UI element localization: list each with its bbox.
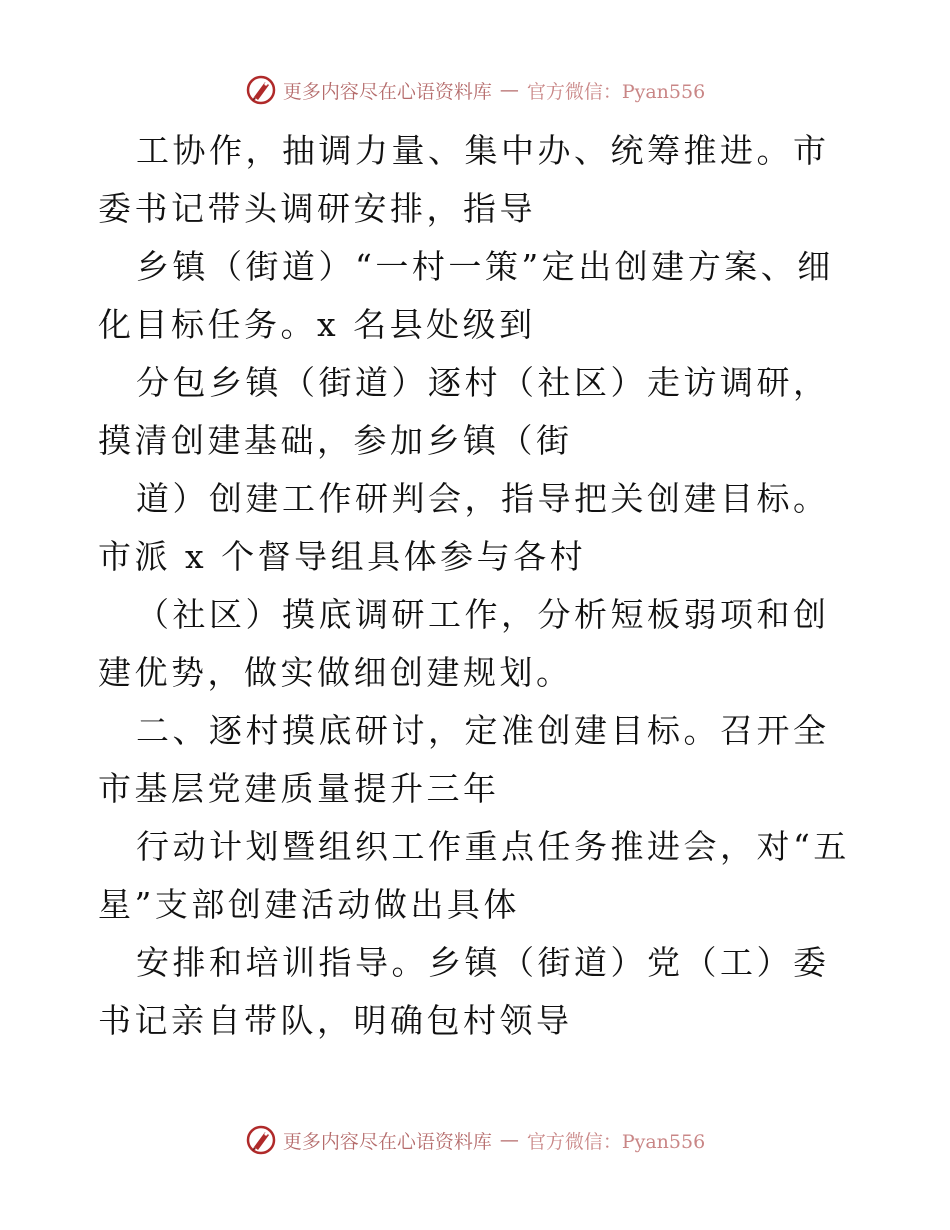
paragraph-5: （社区）摸底调研工作，分析短板弱项和创建优势，做实做细创建规划。 bbox=[98, 595, 830, 692]
paragraph-6: 二、逐村摸底研讨，定准创建目标。召开全市基层党建质量提升三年 bbox=[98, 711, 830, 808]
header-banner bbox=[0, 70, 950, 110]
paragraph-1: 工协作，抽调力量、集中办、统筹推进。市委书记带头调研安排，指导 bbox=[98, 131, 830, 228]
paragraph-3: 分包乡镇（街道）逐村（社区）走访调研，摸清创建基础，参加乡镇（街 bbox=[98, 363, 830, 460]
footer-dash: — bbox=[499, 1129, 519, 1151]
paragraph-8: 安排和培训指导。乡镇（街道）党（工）委书记亲自带队，明确包村领导 bbox=[98, 943, 830, 1040]
header-wechat: 官方微信：Pyan556 bbox=[526, 80, 706, 103]
paragraph-2: 乡镇（街道）“一村一策”定出创建方案、细化目标任务。x 名县处级到 bbox=[98, 247, 834, 344]
footer-slogan: 更多内容尽在心语资料库 bbox=[282, 1130, 492, 1153]
pen-nib-logo-icon bbox=[245, 74, 277, 106]
paragraph-4: 道）创建工作研判会，指导把关创建目标。市派 x 个督导组具体参与各村 bbox=[98, 479, 830, 576]
pen-nib-logo-icon bbox=[245, 1124, 277, 1156]
footer-banner bbox=[0, 1120, 950, 1160]
paragraph-7: 行动计划暨组织工作重点任务推进会，对“五星”支部创建活动做出具体 bbox=[98, 827, 850, 924]
header-dash: — bbox=[499, 79, 519, 101]
header-slogan: 更多内容尽在心语资料库 bbox=[282, 80, 492, 103]
footer-wechat: 官方微信：Pyan556 bbox=[526, 1130, 706, 1153]
document-body bbox=[98, 122, 858, 1050]
